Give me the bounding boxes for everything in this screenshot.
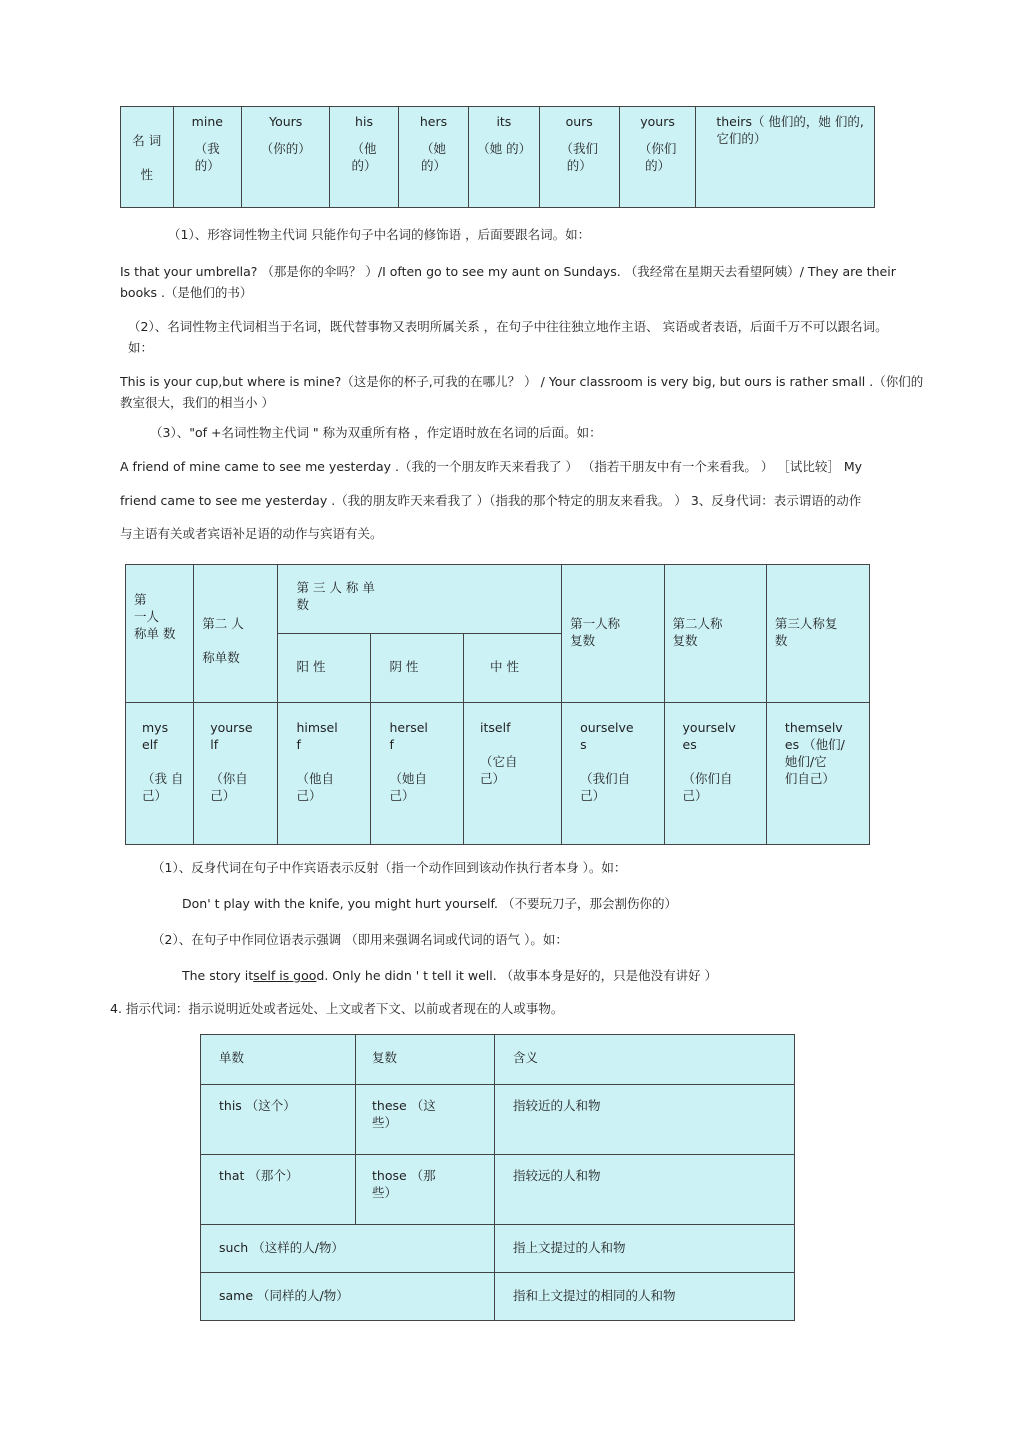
- paragraph-noun-possessive: （2）、名词性物主代词相当于名词，既代替事物又表明所属关系 ，在句子中往往独立地作主语、 宾语或者表语，后面千万不可以跟名词。如：: [128, 319, 888, 355]
- table2-cell: themselv es （他们/ 她们/它 们自己）: [766, 703, 869, 845]
- table1-cell: yours （你们 的）: [619, 107, 695, 208]
- paragraph-example-3a: A friend of mine came to see me yesterday .（我的一个朋友昨天来看我了 ） （指若干朋友中有一个来看我。 ） ［试比较］ My: [120, 459, 863, 474]
- table1-cell: mine （我 的）: [173, 107, 242, 208]
- paragraph-example-1: Is that your umbrella? （那是你的伞吗？ ）/I often go to see my aunt on Sundays. （我经常在星期天去看望阿姨）/ They are their books .（是他们的书）: [120, 264, 896, 300]
- table3-cell: 指较近的人和物: [495, 1085, 795, 1155]
- table3-cell: 指上文提过的人和物: [495, 1225, 795, 1273]
- table1-cell: its （她 的）: [469, 107, 539, 208]
- table1-cell: his （他 的）: [330, 107, 398, 208]
- table3-cell: such （这样的人/物）: [201, 1225, 495, 1273]
- table3-cell: same （同样的人/物）: [201, 1273, 495, 1321]
- table2-header-masculine: 阳 性: [278, 634, 371, 703]
- table2-cell: hersel f （她自 己）: [371, 703, 464, 845]
- table2-header-second-plural: 第二人称 复数: [664, 565, 766, 703]
- paragraph-double-possessive: （3）、"of +名词性物主代词 " 称为双重所有格 ，作定语时放在名词的后面。如：: [150, 425, 602, 440]
- table3-cell: 指和上文提过的相同的人和物: [495, 1273, 795, 1321]
- table2-header-third-singular: 第 三 人 称 单 数: [278, 565, 562, 634]
- paragraph-reflexive-emphasis: （2）、在句子中作同位语表示强调 （即用来强调名词或代词的语气 ）。如：: [152, 932, 568, 947]
- possessive-pronoun-table: [120, 106, 875, 208]
- table1-cell: ours （我们 的）: [539, 107, 619, 208]
- table1-header: 名 词 性: [121, 107, 174, 208]
- table2-header-first-plural: 第一人称 复数: [562, 565, 664, 703]
- table3-cell: 指较远的人和物: [495, 1155, 795, 1225]
- table1-cell: hers （她 的）: [398, 107, 468, 208]
- table1-cell: Yours （你的）: [242, 107, 330, 208]
- paragraph-example-5: The story itself is good. Only he didn ' t tell it well. （故事本身是好的，只是他没有讲好 ）: [182, 968, 718, 983]
- paragraph-reflexive-object: （1）、反身代词在句子中作宾语表示反射（指一个动作回到该动作执行者本身 ）。如：: [152, 860, 627, 875]
- paragraph-adj-possessive: （1）、形容词性物主代词 只能作句子中名词的修饰语 ，后面要跟名词。如：: [168, 227, 591, 242]
- table2-cell: itself （它自 己）: [464, 703, 562, 845]
- table2-header-second-singular: 第二 人 称单数: [194, 565, 278, 703]
- table2-header-feminine: 阴 性: [371, 634, 464, 703]
- table3-cell: those （那 些）: [356, 1155, 495, 1225]
- table3-header-plural: 复数: [356, 1035, 495, 1085]
- table1-cell: theirs（ 他们的，她 们的, 它们的）: [696, 107, 875, 208]
- table2-cell: himsel f （他自 己）: [278, 703, 371, 845]
- demonstrative-pronoun-table: [200, 1034, 795, 1321]
- table2-cell: ourselve s （我们自 己）: [562, 703, 664, 845]
- table3-cell: this （这个）: [201, 1085, 356, 1155]
- table2-cell: yourse lf （你自 己）: [194, 703, 278, 845]
- paragraph-demonstrative-heading: 4. 指示代词：指示说明近处或者远处、上文或者下文、以前或者现在的人或事物。: [110, 1001, 564, 1016]
- table2-cell: yourselv es （你们自 己）: [664, 703, 766, 845]
- table3-cell: these （这 些）: [356, 1085, 495, 1155]
- reflexive-pronoun-table: [125, 564, 870, 845]
- table2-header-neuter: 中 性: [464, 634, 562, 703]
- paragraph-example-2: This is your cup,but where is mine?（这是你的杯子,可我的在哪儿？ ） / Your classroom is very big, but ours is rather small .（你们的教室很大，我们的相当小 ）: [120, 374, 924, 410]
- paragraph-example-3b: friend came to see me yesterday .（我的朋友昨天来看我了 ）（指我的那个特定的朋友来看我。 ） 3、反身代词：表示谓语的动作: [120, 493, 862, 508]
- table3-cell: that （那个）: [201, 1155, 356, 1225]
- table2-header-third-plural: 第三人称复 数: [766, 565, 869, 703]
- paragraph-example-4: Don' t play with the knife, you might hurt yourself. （不要玩刀子，那会割伤你的）: [182, 896, 677, 911]
- table2-header-first-singular: 第 一人 称单 数: [126, 565, 194, 703]
- table2-cell: mys elf （我 自 己）: [126, 703, 194, 845]
- table3-header-singular: 单数: [201, 1035, 356, 1085]
- table3-header-meaning: 含义: [495, 1035, 795, 1085]
- paragraph-example-3c: 与主语有关或者宾语补足语的动作与宾语有关。: [120, 526, 383, 541]
